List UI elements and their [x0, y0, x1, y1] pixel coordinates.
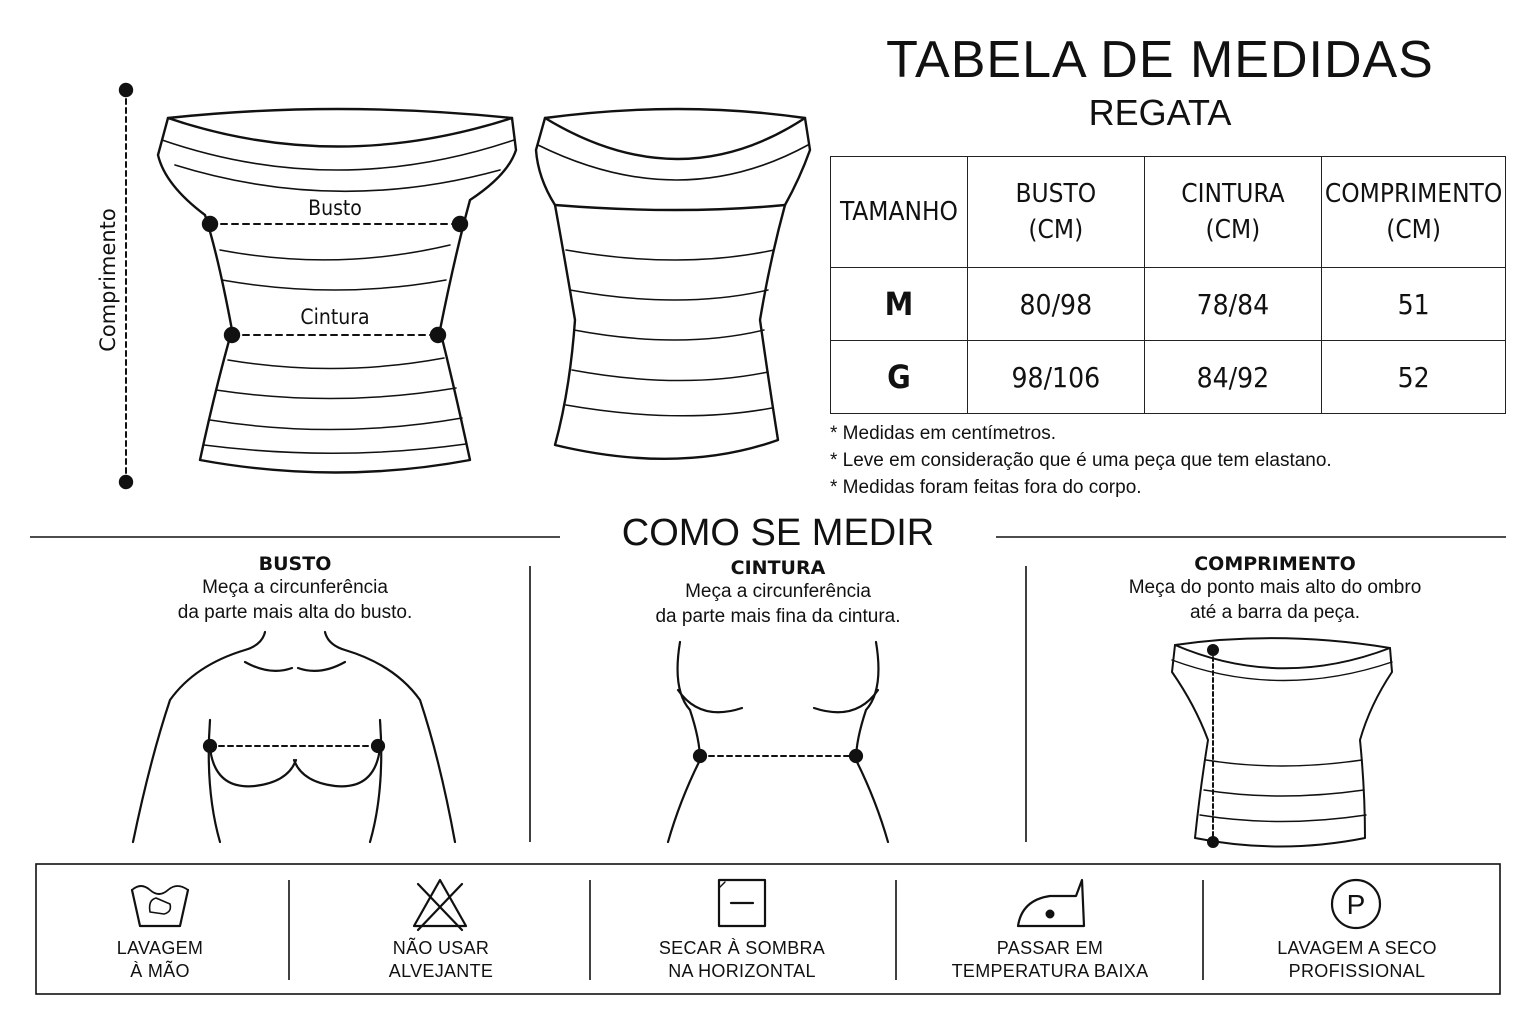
dry-clean-letter: P: [1346, 889, 1366, 920]
size-cell: M: [831, 268, 968, 341]
hand-wash-icon: [132, 886, 188, 926]
section-title: COMO SE MEDIR: [560, 512, 996, 555]
bust-cell: 98/106: [967, 341, 1144, 414]
length-heading: COMPRIMENTO: [1194, 553, 1356, 575]
size-table: [830, 156, 1506, 414]
page-title: TABELA DE MEDIDAS: [886, 31, 1434, 89]
note-line: * Leve em consideração que é uma peça que tem elastano.: [830, 450, 1332, 471]
table-header-cell: CINTURA (CM): [1144, 157, 1322, 268]
note-line: * Medidas foram feitas fora do corpo.: [830, 477, 1142, 498]
dry-flat-shade-icon: [719, 880, 765, 926]
care-label-no-bleach: NÃO USAR ALVEJANTE: [388, 938, 494, 981]
bust-instruction: [95, 553, 495, 625]
iron-low-icon: [1018, 880, 1084, 926]
notes: [830, 420, 1332, 501]
bust-figure-drawing: [133, 632, 455, 842]
table-header-cell: COMPRIMENTO (CM): [1322, 157, 1506, 268]
waist-text-line: da parte mais fina da cintura.: [655, 606, 901, 627]
table-row: [831, 268, 1506, 341]
no-bleach-icon: [414, 880, 466, 930]
waist-text-line: Meça a circunferência: [685, 581, 871, 602]
care-label-dry-flat: SECAR À SOMBRA NA HORIZONTAL: [658, 938, 826, 981]
waist-cell: 78/84: [1144, 268, 1322, 341]
bust-text-line: da parte mais alta do busto.: [177, 602, 413, 623]
length-cell: 51: [1322, 268, 1506, 341]
care-label-iron: PASSAR EM TEMPERATURA BAIXA: [951, 938, 1149, 981]
waist-figure-drawing: [668, 642, 888, 842]
waist-heading: CINTURA: [730, 557, 826, 579]
table-header-row: [831, 157, 1506, 268]
care-label-hand-wash: LAVAGEM À MÃO: [116, 938, 204, 981]
note-line: * Medidas em centímetros.: [830, 423, 1056, 444]
size-cell: G: [831, 341, 968, 414]
table-row: [831, 341, 1506, 414]
bust-label: Busto: [308, 196, 362, 220]
length-label: Comprimento: [96, 208, 120, 352]
length-text-line: até a barra da peça.: [1189, 602, 1361, 623]
waist-label: Cintura: [300, 305, 370, 329]
page-subtitle: REGATA: [1088, 92, 1232, 133]
length-top-drawing: [1172, 638, 1392, 847]
length-instruction: [1075, 553, 1475, 625]
bust-cell: 80/98: [967, 268, 1144, 341]
bust-text-line: Meça a circunferência: [202, 577, 388, 598]
table-header-cell: TAMANHO: [831, 157, 968, 268]
care-label-dry-clean: LAVAGEM A SECO PROFISSIONAL: [1277, 938, 1437, 981]
waist-instruction: [578, 557, 978, 629]
length-text-line: Meça do ponto mais alto do ombro: [1128, 577, 1422, 598]
bust-heading: BUSTO: [258, 553, 332, 575]
table-header-cell: BUSTO (CM): [967, 157, 1144, 268]
waist-cell: 84/92: [1144, 341, 1322, 414]
length-cell: 52: [1322, 341, 1506, 414]
